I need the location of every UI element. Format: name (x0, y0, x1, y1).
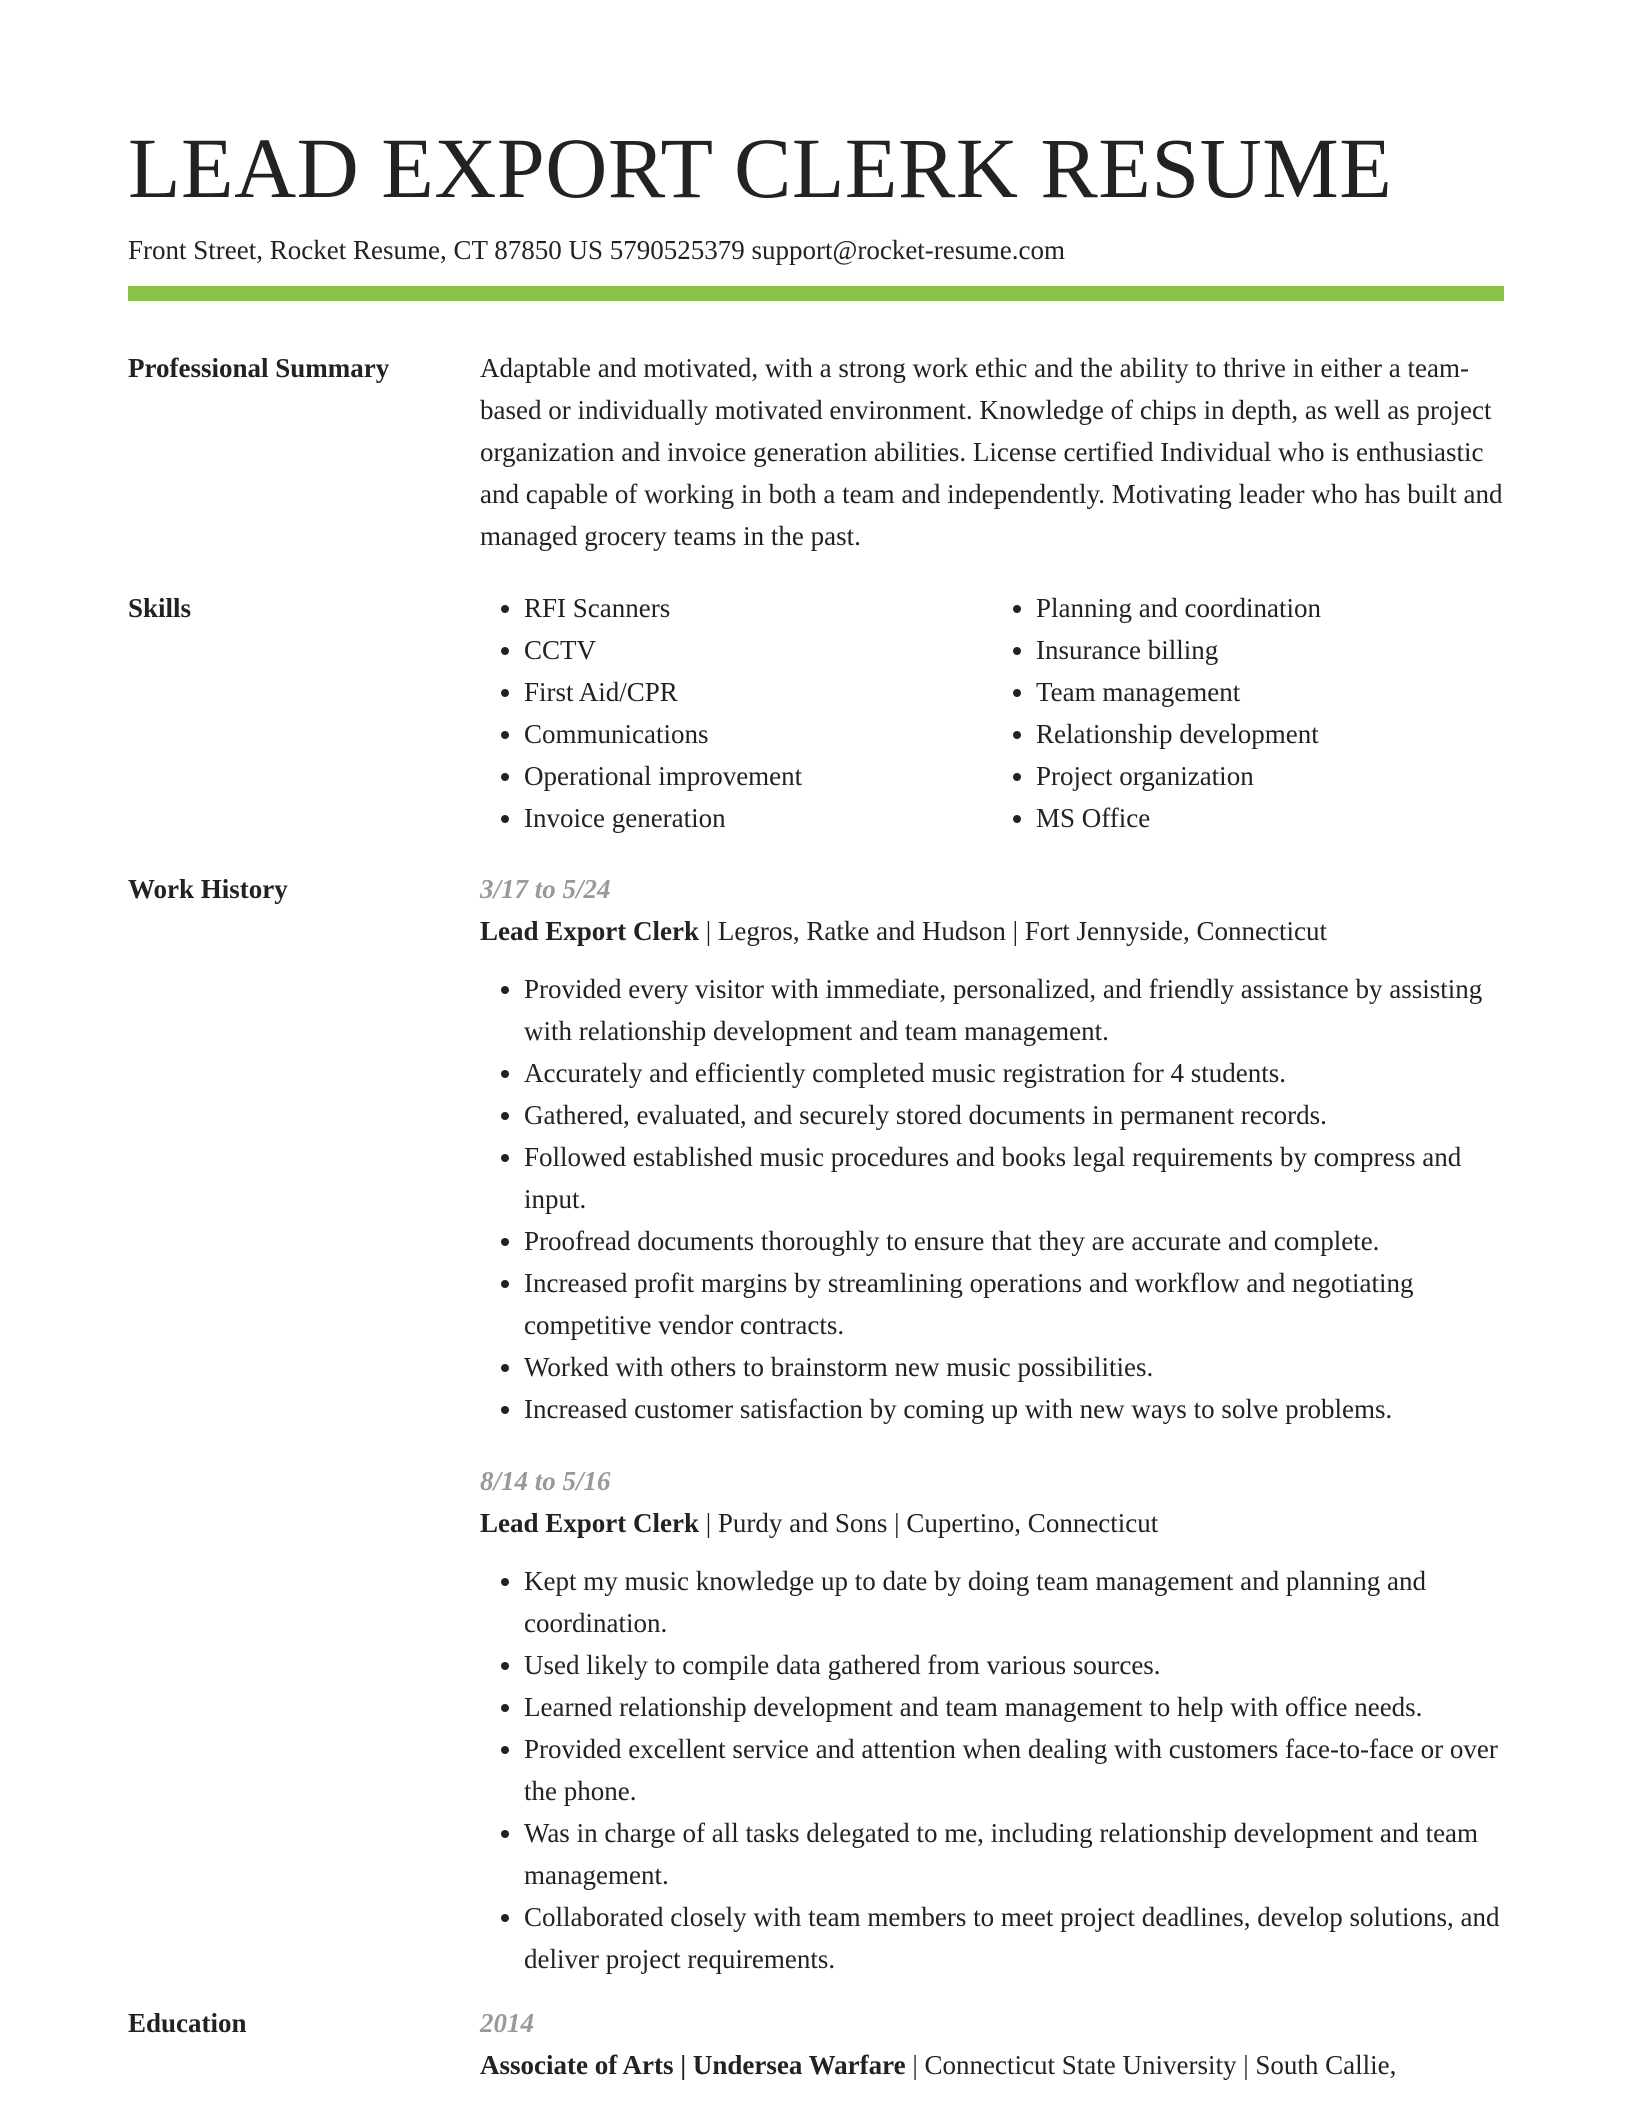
job-bullet: • Kept my music knowledge up to date by doing team management and planning and coordination. (524, 1560, 1504, 1644)
job-bullet: • Increased profit margins by streamlining operations and workflow and negotiating competitive vendor contracts. (524, 1262, 1504, 1346)
job-date: 8/14 to 5/16 (480, 1466, 611, 1496)
work-history-body (480, 868, 1504, 2010)
job-bullet: • Accurately and efficiently completed music registration for 4 students. (524, 1052, 1504, 1094)
job-bullet: • Gathered, evaluated, and securely stored documents in permanent records. (524, 1094, 1504, 1136)
education-body (480, 2002, 1504, 2086)
job-employer-details: | Purdy and Sons | Cupertino, Connecticut (699, 1508, 1159, 1538)
job-bullet: • Proofread documents thoroughly to ensure that they are accurate and complete. (524, 1220, 1504, 1262)
skills-body (480, 587, 1504, 839)
job-title: Lead Export Clerk (480, 1508, 699, 1538)
education-details: | Connecticut State University | South Callie, (905, 2050, 1397, 2080)
contact-line: Front Street, Rocket Resume, CT 87850 US 5790525379 support@rocket-resume.com (128, 235, 1065, 265)
skill-item: • First Aid/CPR (524, 671, 992, 713)
skills-list-left (480, 587, 992, 839)
skill-item: • MS Office (1036, 797, 1504, 839)
education-degree: Associate of Arts | Undersea Warfare (480, 2050, 906, 2080)
skill-item: • CCTV (524, 629, 992, 671)
skills-list-right (992, 587, 1504, 839)
skill-item: • Operational improvement (524, 755, 992, 797)
job-bullet: • Used likely to compile data gathered from various sources. (524, 1644, 1504, 1686)
summary-label: Professional Summary (128, 353, 390, 383)
skill-item: • Insurance billing (1036, 629, 1504, 671)
skills-columns (480, 587, 1504, 839)
work-history-label: Work History (128, 874, 288, 904)
job-bullet: • Provided excellent service and attention when dealing with customers face-to-face or over the phone. (524, 1728, 1504, 1812)
skill-item: • RFI Scanners (524, 587, 992, 629)
job-bullet-list (480, 968, 1504, 1430)
job-title: Lead Export Clerk (480, 916, 699, 946)
job-bullet: • Followed established music procedures and books legal requirements by compress and input. (524, 1136, 1504, 1220)
skill-item: • Invoice generation (524, 797, 992, 839)
accent-divider (128, 286, 1504, 301)
skill-item: • Communications (524, 713, 992, 755)
resume-header (128, 118, 1504, 268)
resume-title: LEAD EXPORT CLERK RESUME (128, 120, 1393, 216)
job-bullet: • Collaborated closely with team members to meet project deadlines, develop solutions, and deliver project requirements. (524, 1896, 1504, 1980)
education-date: 2014 (480, 2008, 534, 2038)
job-bullet: • Was in charge of all tasks delegated to me, including relationship development and team management. (524, 1812, 1504, 1896)
job-bullet: • Increased customer satisfaction by coming up with new ways to solve problems. (524, 1388, 1504, 1430)
job-bullet: • Learned relationship development and team management to help with office needs. (524, 1686, 1504, 1728)
skill-item: • Planning and coordination (1036, 587, 1504, 629)
job-bullet-list (480, 1560, 1504, 1980)
skill-item: • Relationship development (1036, 713, 1504, 755)
skill-item: • Project organization (1036, 755, 1504, 797)
job-title-line (480, 1502, 1504, 1544)
job-entry (480, 1460, 1504, 1980)
job-employer-details: | Legros, Ratke and Hudson | Fort Jennyside, Connecticut (699, 916, 1327, 946)
education-line (480, 2044, 1504, 2086)
job-bullet: • Worked with others to brainstorm new music possibilities. (524, 1346, 1504, 1388)
summary-body (480, 347, 1504, 557)
job-title-line (480, 910, 1504, 952)
skill-item: • Team management (1036, 671, 1504, 713)
job-bullet: • Provided every visitor with immediate, personalized, and friendly assistance by assisting with relationship development and team management. (524, 968, 1504, 1052)
education-label: Education (128, 2008, 247, 2038)
summary-text: Adaptable and motivated, with a strong work ethic and the ability to thrive in either a team-based or individually motivated environment. Knowledge of chips in depth, as well as project organization and invoice generation abilities. License certified Individual who is enthusiastic and capable of working in both a team and independently. Motivating leader who has built and managed grocery teams in the past. (480, 353, 1503, 551)
skills-label: Skills (128, 593, 192, 623)
job-entry (480, 868, 1504, 1430)
job-date: 3/17 to 5/24 (480, 874, 611, 904)
